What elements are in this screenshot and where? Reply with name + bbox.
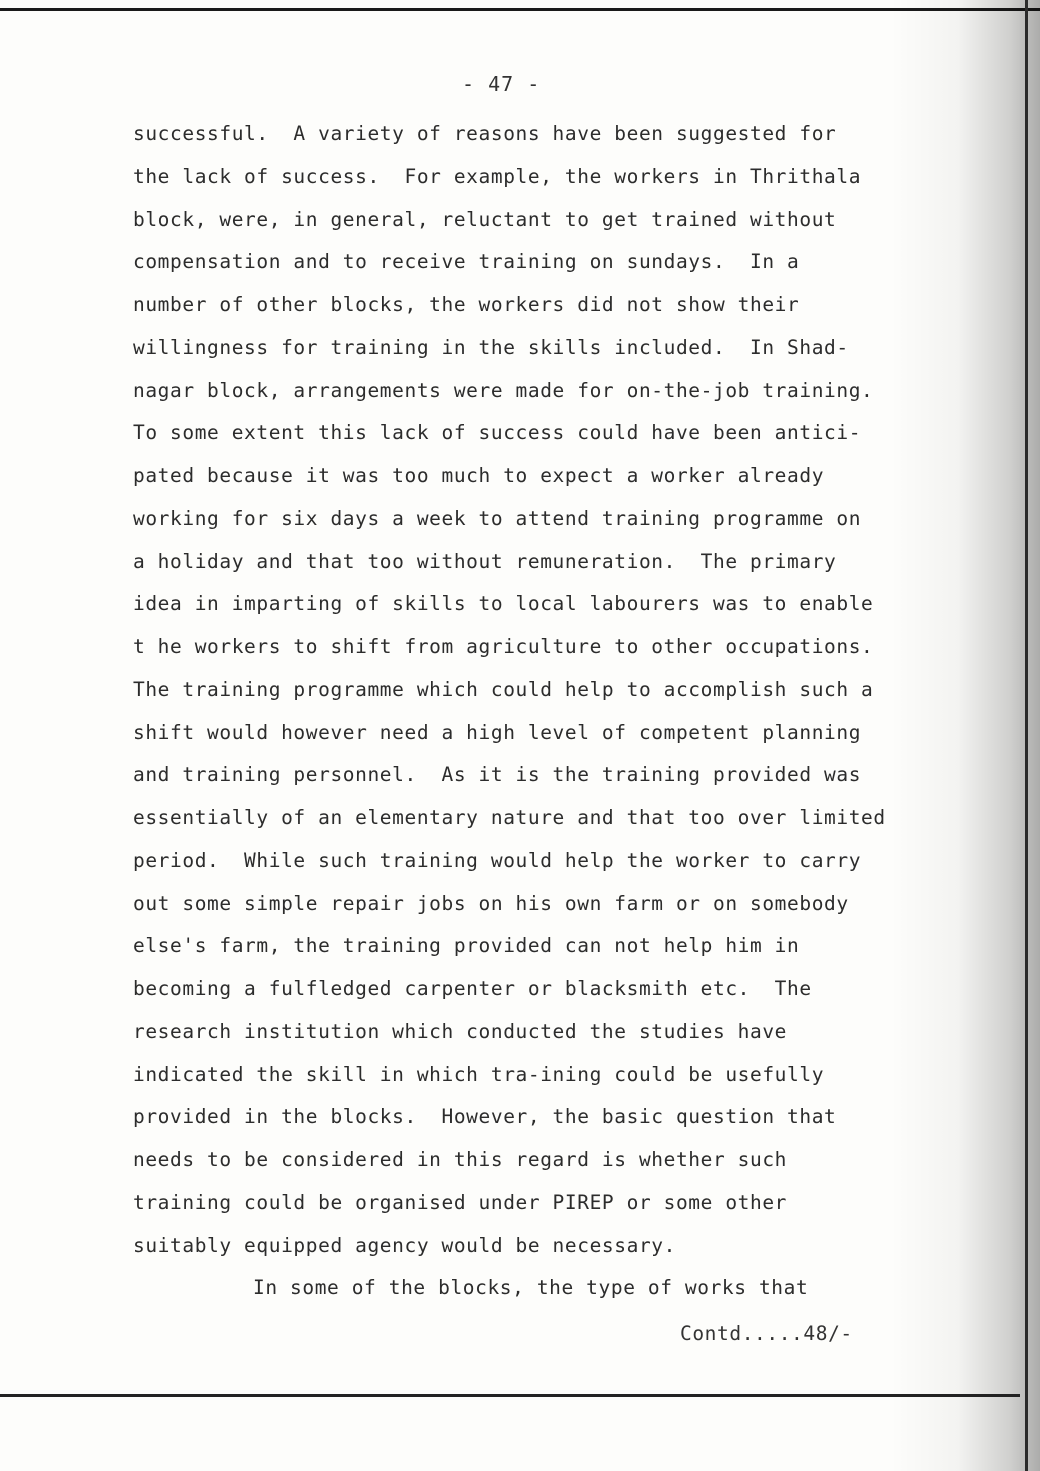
- new-paragraph-line: In some of the blocks, the type of works that: [253, 1276, 809, 1300]
- text-line: To some extent this lack of success could have been antici-: [133, 421, 862, 445]
- text-line: provided in the blocks. However, the basic question that: [133, 1105, 837, 1129]
- text-line: and training personnel. As it is the training provided was: [133, 763, 862, 787]
- text-line: number of other blocks, the workers did not show their: [133, 293, 800, 316]
- text-line: idea in imparting of skills to local labourers was to enable: [133, 592, 874, 616]
- bottom-border: [0, 1394, 1020, 1397]
- top-border: [0, 8, 1040, 11]
- page-number: - 47 -: [462, 72, 541, 96]
- text-line: the lack of success. For example, the workers in Thrithala: [133, 164, 862, 188]
- text-line: working for six days a week to attend training programme on: [133, 506, 862, 530]
- text-line: research institution which conducted the studies have: [133, 1019, 788, 1043]
- text-line: a holiday and that too without remuneration. The primary: [133, 549, 837, 573]
- text-line: The training programme which could help to accomplish such a: [133, 677, 874, 701]
- text-line: nagar block, arrangements were made for on-the-job training.: [133, 378, 874, 402]
- continuation-note: Contd.....48/-: [680, 1322, 853, 1345]
- text-line: training could be organised under PIREP or some other: [133, 1190, 788, 1214]
- text-line: t he workers to shift from agriculture to other occupations.: [133, 635, 874, 658]
- text-line: out some simple repair jobs on his own farm or on somebody: [133, 891, 849, 915]
- text-line: block, were, in general, reluctant to get trained without: [133, 207, 837, 231]
- page-edge: [1025, 0, 1028, 1471]
- text-line: else's farm, the training provided can not help him in: [133, 934, 800, 958]
- text-line: becoming a fulfledged carpenter or blacksmith etc. The: [133, 977, 812, 1000]
- text-line: essentially of an elementary nature and that too over limited: [133, 806, 886, 829]
- text-line: suitably equipped agency would be necessary.: [133, 1233, 676, 1257]
- text-line: shift would however need a high level of competent planning: [133, 720, 862, 744]
- text-line: successful. A variety of reasons have been suggested for: [133, 122, 837, 145]
- text-line: needs to be considered in this regard is whether such: [133, 1148, 788, 1171]
- body-paragraph: [133, 113, 923, 1310]
- text-line: pated because it was too much to expect a worker already: [133, 464, 825, 487]
- text-line: compensation and to receive training on sundays. In a: [133, 250, 800, 274]
- text-line: willingness for training in the skills included. In Shad-: [133, 335, 849, 359]
- text-line: indicated the skill in which tra-ining could be usefully: [133, 1062, 825, 1086]
- text-line: period. While such training would help the worker to carry: [133, 848, 862, 872]
